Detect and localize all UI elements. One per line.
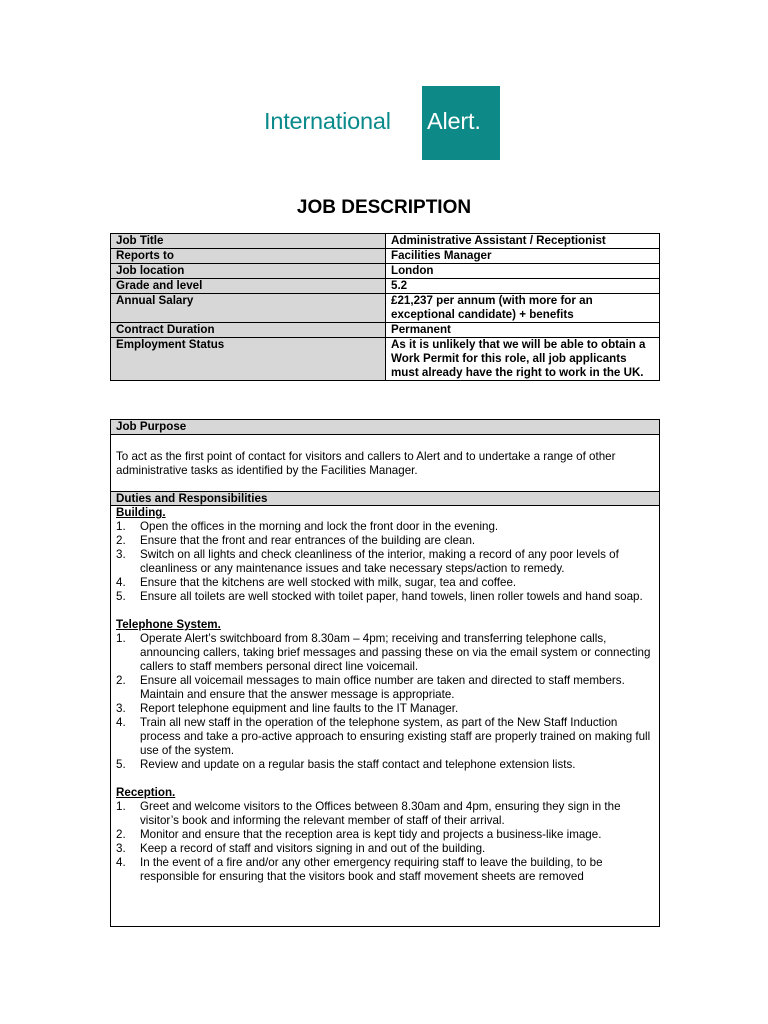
job-location-label: Job location: [111, 264, 386, 279]
list-text: Keep a record of staff and visitors signing in and out of the building.: [140, 842, 486, 855]
employment-status-label: Employment Status: [111, 338, 386, 381]
table-row: [111, 264, 660, 279]
list-text: Switch on all lights and check cleanliness of the interior, making a record of any poor levels of cleanliness or any maintenance issues and take necessary steps/action to remedy.: [140, 548, 619, 575]
page-title: JOB DESCRIPTION: [296, 197, 472, 218]
logo-text-alert: Alert.: [427, 108, 481, 134]
list-number: 5.: [116, 758, 126, 771]
duties-box: [110, 419, 660, 927]
job-purpose-text: To act as the first point of contact for visitors and callers to Alert and to undertake a range of other administrative tasks as identified by the Facilities Manager.: [116, 450, 616, 477]
reports-to-label: Reports to: [111, 249, 386, 264]
building-section: [111, 506, 659, 884]
list-number: 3.: [116, 548, 126, 561]
job-title-value: Administrative Assistant / Receptionist: [386, 234, 660, 249]
table-row: [111, 234, 660, 249]
list-text: Ensure that the front and rear entrances of the building are clean.: [140, 534, 476, 547]
list-item: [116, 716, 654, 758]
list-text: Train all new staff in the operation of the telephone system, as part of the New Staff Induction process and take a pro-active approach to ensuring existing staff are properly trained on making full use of the system.: [140, 716, 651, 757]
duties-heading: Duties and Responsibilities: [111, 491, 659, 506]
list-item: [116, 674, 654, 702]
building-list: [116, 520, 654, 604]
list-item: [116, 800, 654, 828]
table-row: [111, 294, 660, 323]
list-text: In the event of a fire and/or any other emergency requiring staff to leave the building, to be responsible for ensuring that the visitors book and staff movement sheets are removed: [140, 856, 603, 883]
table-row: [111, 279, 660, 294]
list-text: Ensure all toilets are well stocked with toilet paper, hand towels, linen roller towels and hand soap.: [140, 590, 643, 603]
reception-list: [116, 800, 654, 884]
list-item: [116, 856, 654, 884]
table-row: [111, 249, 660, 264]
list-text: Greet and welcome visitors to the Offices between 8.30am and 4pm, ensuring they sign in the visitor’s book and informing the relevant member of staff of their arrival.: [140, 800, 621, 827]
contract-duration-label: Contract Duration: [111, 323, 386, 338]
list-item: [116, 632, 654, 674]
grade-level-value: 5.2: [386, 279, 660, 294]
telephone-subheading: Telephone System.: [116, 618, 221, 631]
list-number: 2.: [116, 534, 126, 547]
list-item: [116, 842, 654, 856]
list-text: Open the offices in the morning and lock the front door in the evening.: [140, 520, 499, 533]
list-number: 3.: [116, 842, 126, 855]
job-title-label: Job Title: [111, 234, 386, 249]
telephone-list: [116, 632, 654, 772]
job-purpose-heading: Job Purpose: [111, 420, 659, 435]
table-row: [111, 323, 660, 338]
job-info-table: [110, 233, 660, 381]
list-text: Report telephone equipment and line faults to the IT Manager.: [140, 702, 459, 715]
list-item: [116, 576, 654, 590]
list-text: Review and update on a regular basis the staff contact and telephone extension lists.: [140, 758, 576, 771]
list-number: 1.: [116, 632, 126, 645]
employment-status-value: As it is unlikely that we will be able to obtain a Work Permit for this role, all job applicants must already have the right to work in the UK.: [386, 338, 660, 381]
list-text: Ensure all voicemail messages to main office number are taken and directed to staff members. Maintain and ensure that the answer message is appropriate.: [140, 674, 625, 701]
list-number: 1.: [116, 800, 126, 813]
logo-box: [422, 86, 500, 160]
list-number: 2.: [116, 674, 126, 687]
list-text: Operate Alert’s switchboard from 8.30am – 4pm; receiving and transferring telephone calls, announcing callers, taking brief messages and passing these on via the email system or connecting callers to staff members personal direct line voicemail.: [140, 632, 651, 673]
list-number: 4.: [116, 856, 126, 869]
list-item: [116, 702, 654, 716]
logo-text-international: International: [264, 108, 391, 134]
list-item: [116, 520, 654, 534]
list-number: 4.: [116, 716, 126, 729]
list-item: [116, 534, 654, 548]
table-row: [111, 338, 660, 381]
grade-level-label: Grade and level: [111, 279, 386, 294]
list-item: [116, 590, 654, 604]
job-location-value: London: [386, 264, 660, 279]
contract-duration-value: Permanent: [386, 323, 660, 338]
list-number: 1.: [116, 520, 126, 533]
list-number: 5.: [116, 590, 126, 603]
list-text: Monitor and ensure that the reception area is kept tidy and projects a business-like image.: [140, 828, 602, 841]
reception-subheading: Reception.: [116, 786, 176, 799]
list-item: [116, 548, 654, 576]
list-number: 4.: [116, 576, 126, 589]
list-number: 2.: [116, 828, 126, 841]
annual-salary-value: £21,237 per annum (with more for an exceptional candidate) + benefits: [386, 294, 660, 323]
list-text: Ensure that the kitchens are well stocked with milk, sugar, tea and coffee.: [140, 576, 517, 589]
list-item: [116, 828, 654, 842]
logo: [264, 86, 502, 160]
annual-salary-label: Annual Salary: [111, 294, 386, 323]
reports-to-value: Facilities Manager: [386, 249, 660, 264]
list-number: 3.: [116, 702, 126, 715]
list-item: [116, 758, 654, 772]
building-subheading: Building.: [116, 506, 166, 519]
